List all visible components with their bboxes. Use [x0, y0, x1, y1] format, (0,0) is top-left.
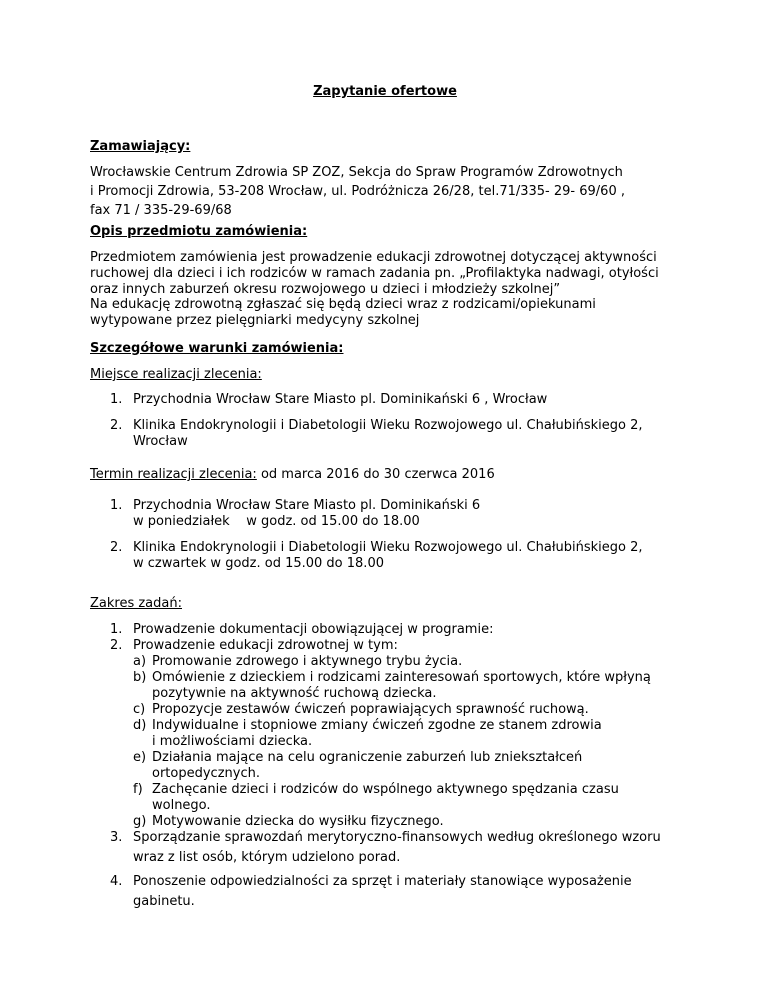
text-line: Na edukację zdrowotną zgłaszać się będą dzieci wraz z rodzicami/opiekunami	[90, 297, 596, 312]
section-heading-warunki: Szczegółowe warunki zamówienia:	[90, 341, 344, 356]
list-item-number: 2.	[110, 540, 123, 555]
list-item-number: 2.	[110, 418, 123, 433]
sub-item-text: Promowanie zdrowego i aktywnego trybu życia.	[152, 654, 463, 669]
list-item-text: Prowadzenie edukacji zdrowotnej w tym:	[133, 638, 398, 653]
list-item-text: Sporządzanie sprawozdań merytoryczno-finansowych według określonego wzoru	[133, 830, 661, 845]
list-item-text: Klinika Endokrynologii i Diabetologii Wieku Rozwojowego ul. Chałubińskiego 2,	[133, 418, 643, 433]
list-item-number: 1.	[110, 622, 123, 637]
text-line: wytypowane przez pielęgniarki medycyny szkolnej	[90, 313, 420, 328]
text-line: Wrocławskie Centrum Zdrowia SP ZOZ, Sekcja do Spraw Programów Zdrowotnych	[90, 165, 623, 180]
text-line: fax 71 / 335-29-69/68	[90, 203, 232, 218]
list-item-text: Klinika Endokrynologii i Diabetologii Wieku Rozwojowego ul. Chałubińskiego 2,	[133, 540, 643, 555]
text-line: ruchowej dla dzieci i ich rodziców w ramach zadania pn. „Profilaktyka nadwagi, otyłości	[90, 266, 659, 281]
sub-item-text: Działania mające na celu ograniczenie zaburzeń lub zniekształceń	[152, 750, 583, 765]
document-title: Zapytanie ofertowe	[313, 84, 457, 99]
sub-item-letter: a)	[133, 654, 147, 669]
sub-item-letter: g)	[133, 814, 147, 829]
sub-item-text: i możliwościami dziecka.	[152, 734, 313, 749]
termin-label: Termin realizacji zlecenia:	[90, 467, 257, 482]
termin-value: od marca 2016 do 30 czerwca 2016	[256, 467, 495, 482]
text-line: i Promocji Zdrowia, 53-208 Wrocław, ul. Podróżnicza 26/28, tel.71/335- 29- 69/60 ,	[90, 184, 625, 199]
sub-item-letter: e)	[133, 750, 147, 765]
sub-item-text: pozytywnie na aktywność ruchową dziecka.	[152, 686, 437, 701]
miejsce-label: Miejsce realizacji zlecenia:	[90, 367, 262, 382]
list-item-text: Przychodnia Wrocław Stare Miasto pl. Dominikański 6 , Wrocław	[133, 392, 548, 407]
text-line: oraz innych zaburzeń okresu rozwojowego u dzieci i młodzieży szkolnej”	[90, 282, 561, 297]
list-item-text: Wrocław	[133, 434, 188, 449]
sub-item-text: wolnego.	[152, 798, 211, 813]
list-item-text: Prowadzenie dokumentacji obowiązującej w programie:	[133, 622, 494, 637]
list-item-number: 4.	[110, 874, 123, 889]
sub-item-text: Motywowanie dziecka do wysiłku fizycznego.	[152, 814, 444, 829]
sub-item-letter: c)	[133, 702, 146, 717]
sub-item-letter: b)	[133, 670, 147, 685]
sub-item-letter: d)	[133, 718, 147, 733]
list-item-text: wraz z list osób, którym udzielono porad.	[133, 850, 401, 865]
list-item-number: 2.	[110, 638, 123, 653]
list-item-text: gabinetu.	[133, 894, 195, 909]
zakres-label: Zakres zadań:	[90, 596, 182, 611]
list-item-text: Przychodnia Wrocław Stare Miasto pl. Dominikański 6	[133, 498, 481, 513]
list-item-text: w poniedziałek w godz. od 15.00 do 18.00	[133, 514, 420, 529]
sub-item-letter: f)	[133, 782, 143, 797]
sub-item-text: Zachęcanie dzieci i rodziców do wspólnego aktywnego spędzania czasu	[152, 782, 619, 797]
section-heading-zamawiajacy: Zamawiający:	[90, 139, 191, 154]
list-item-text: w czwartek w godz. od 15.00 do 18.00	[133, 556, 384, 571]
termin-line	[90, 467, 495, 483]
text-line: Przedmiotem zamówienia jest prowadzenie edukacji zdrowotnej dotyczącej aktywności	[90, 250, 657, 265]
list-item-number: 3.	[110, 830, 123, 845]
list-item-number: 1.	[110, 498, 123, 513]
sub-item-text: Omówienie z dzieckiem i rodzicami zainteresowań sportowych, które wpłyną	[152, 670, 651, 685]
list-item-text: Ponoszenie odpowiedzialności za sprzęt i materiały stanowiące wyposażenie	[133, 874, 632, 889]
section-heading-opis: Opis przedmiotu zamówienia:	[90, 224, 308, 239]
sub-item-text: Indywidualne i stopniowe zmiany ćwiczeń zgodne ze stanem zdrowia	[152, 718, 602, 733]
sub-item-text: Propozycje zestawów ćwiczeń poprawiających sprawność ruchową.	[152, 702, 589, 717]
list-item-number: 1.	[110, 392, 123, 407]
sub-item-text: ortopedycznych.	[152, 766, 260, 781]
